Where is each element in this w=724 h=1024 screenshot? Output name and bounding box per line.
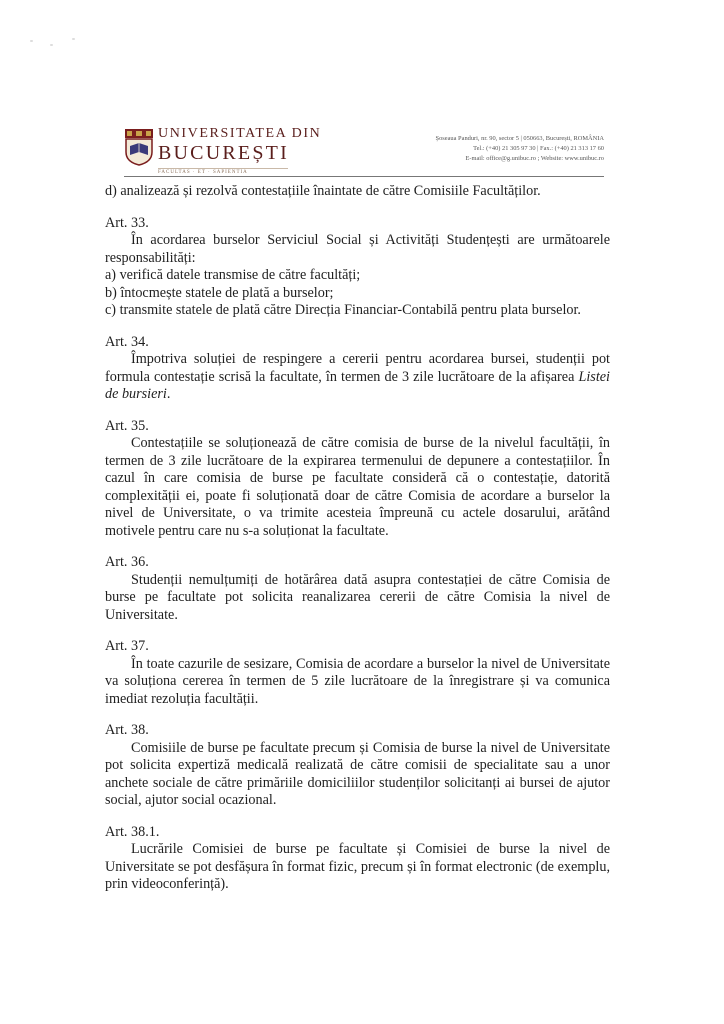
article-37-title: Art. 37.	[105, 638, 149, 654]
header-divider	[124, 176, 604, 177]
university-name-line2: BUCUREȘTI	[158, 142, 289, 164]
contact-web: E-mail: office@g.unibuc.ro ; Website: www.unibuc.ro	[465, 155, 604, 162]
article-34-text	[105, 351, 610, 404]
article-33-title: Art. 33.	[105, 214, 149, 231]
university-name	[158, 126, 358, 175]
article-38-1-text: Lucrările Comisiei de burse pe facultate și Comisiei de burse la nivel de Universitate se pot desfășura în format fizic, precum și în format electronic (de exemplu, prin videoconferință).	[105, 841, 610, 892]
article-36-title: Art. 36.	[105, 554, 149, 570]
article-34-text-end: .	[166, 386, 171, 402]
article-34-title: Art. 34.	[105, 333, 149, 350]
article-33-item-a: a) verifică datele transmise de către facultăți;	[105, 267, 361, 283]
article-36-text: Studenții nemulțumiți de hotărârea dată asupra contestației de către Comisia de burse pe facultate pot solicita reanalizarea cererii de către Comisia la nivel de Universitate.	[105, 571, 610, 623]
article-37-text: În toate cazurile de sesizare, Comisia de acordare a burselor la nivel de Universitate va soluționa cererea în termen de 5 zile lucrătoare de la înregistrare și va comunica imediat rezoluția facultății.	[105, 655, 610, 707]
letterhead	[124, 124, 604, 180]
article-34-text-italic: Listei de bursieri	[105, 368, 611, 402]
contact-address: Șoseaua Panduri, nr. 90, sector 5 | 050663, București, ROMÂNIA	[435, 135, 604, 142]
scan-speck	[72, 38, 75, 40]
document-body	[105, 183, 610, 894]
article-33-item-b: b) întocmește statele de plată a burselor;	[105, 284, 334, 301]
article-38-1-title: Art. 38.1.	[105, 823, 160, 840]
article-35-text: Contestațiile se soluționează de către comisia de burse de la nivelul facultății, în termen de 3 zile lucrătoare de la expirarea termenului de depunere a contestațiilor. În cazul în care comisia de burse pe facultate consideră că o contestație, datorită complexității ei, poate fi soluționată doar de către Comisia de acordare a burselor la nivel de Universitate, o va trimite acesteia împreună cu actele dosarului, arătând motivele pentru care nu s-a soluționat la facultate.	[105, 435, 610, 539]
university-motto: FACULTAS · ET · SAPIENTIA	[158, 168, 288, 175]
article-38-text: Comisiile de burse pe facultate precum și Comisia de burse la nivel de Universitate pot solicita expertiză medicală realizată de către comisii de specialitate sau a unor anchete sociale de către primăriile domiciliilor studenților solicitanți ai bursei de ajutor social, ajutor social ocazional.	[105, 739, 610, 808]
scan-speck	[30, 40, 33, 42]
contact-block	[334, 134, 604, 164]
article-38-title: Art. 38.	[105, 722, 149, 738]
article-35-title: Art. 35.	[105, 417, 149, 434]
article-33-text: În acordarea burselor Serviciul Social și Activități Studențești are următoarele responsabilități:	[105, 232, 610, 266]
article-34-text-main: Împotriva soluției de respingere a cererii pentru acordarea bursei, studenții pot formula contestație scrisă la facultate, în termen de 3 zile lucrătoare de la afișarea	[105, 351, 610, 385]
scan-speck	[50, 44, 53, 46]
contact-phone: Tel.: (+40) 21 305 97 30 | Fax.: (+40) 21 313 17 60	[473, 145, 604, 152]
university-crest-icon	[124, 128, 154, 166]
intro-item-d: d) analizează și rezolvă contestațiile înaintate de către Comisiile Facultăților.	[105, 183, 541, 199]
article-33-item-c: c) transmite statele de plată către Direcția Financiar-Contabilă pentru plata burselor.	[105, 302, 581, 318]
university-name-line1: UNIVERSITATEA DIN	[158, 126, 322, 141]
